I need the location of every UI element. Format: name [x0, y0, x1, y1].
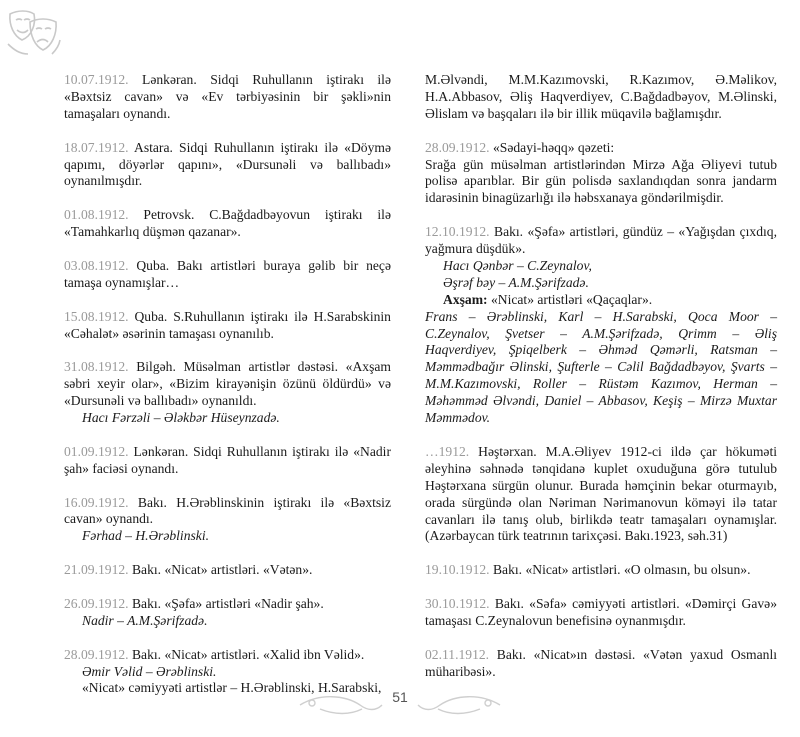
entry-text: Bakı. «Səfa» cəmiyyəti artistləri. «Dəmirçi Gavə» tamaşası C.Zeynalovun benefisinə oynanmışdır.: [425, 596, 777, 628]
cast-line: Hacı Qənbər – C.Zeynalov,: [443, 257, 592, 273]
cast-line: Fərhad – H.Ərəblinski.: [82, 528, 209, 544]
entry-date: …1912.: [425, 443, 470, 459]
entry-1912-10-30: [425, 596, 777, 630]
entry-1912-11-02: [425, 647, 777, 681]
entry-text: Petrovsk. C.Bağdadbəyovun iştirakı ilə «Tamahkarlıq düşmən qazanar».: [64, 207, 391, 240]
right-column: [425, 72, 777, 697]
entry-1912-08-03: [64, 258, 391, 292]
cast-line: Əmir Vəlid – Ərəblinski.: [82, 663, 217, 679]
entry-text: Bakı. «Nicat»ın dəstəsi. «Vətən yaxud Osmanlı müharibəsi».: [425, 646, 777, 679]
entry-1912-09-16: [64, 495, 391, 546]
entry-title: «Sədayi-həqq» qəzeti:: [492, 139, 615, 155]
entry-1912-07-18: [64, 140, 391, 191]
entry-text: Bakı. H.Ərəblinskinin iştirakı ilə «Bəxtsiz cavan» oynandı.: [64, 494, 391, 527]
entry-text: Bilgəh. Müsəlman artistlər dəstəsi. «Axşam səbri xeyir olar», «Bizim kirayənişin özünü öldürdü» və «Dursunəli və ballıbadı» oynanıldı.: [64, 359, 391, 409]
entry-text: Bakı. «Nicat» artistləri. «Xalid ibn Vəlid».: [131, 646, 365, 662]
evening-cast: Frans – Ərəblinski, Karl – H.Sarabski, Qoca Moor – C.Zeynalov, Şvetser – A.M.Şərifzadə, Qrimm – Əliş Haqverdiyev, Şpiqelberk – Əhməd Qəmərli, Ratsman – Məmmədbağır Əlinski, Şufterle – Cəlil Bağdadbəyov, Şvarts – M.M.Kazımovski, Roller – Rüstəm Kazımov, Herman – Məhəmməd Əlvəndi, Daniel – Abbasov, Keşiş – Mirzə Muxtar Məmmədov.: [425, 308, 777, 426]
cast-line: Hacı Fərzəli – Ələkbər Hüseynzadə.: [82, 410, 280, 426]
entry-1912-08-01: [64, 207, 391, 241]
entry-date: 21.09.1912.: [64, 562, 129, 578]
left-column: [64, 72, 391, 714]
entry-text: Bakı. «Şəfa» artistləri «Nadir şah».: [131, 595, 324, 611]
entry-text: Bakı. «Nicat» artistləri. «Vətən».: [131, 562, 313, 578]
entry-1912-10-12: [425, 224, 777, 427]
evening-text: «Nicat» artistləri «Qaçaqlar».: [490, 291, 653, 307]
entry-1912-09-26: [64, 596, 391, 630]
entry-date: 30.10.1912.: [425, 596, 490, 612]
entry-date: 31.08.1912.: [64, 359, 129, 375]
entry-1912-07-10: [64, 72, 391, 123]
cast-line: Nadir – A.M.Şərifzadə.: [82, 612, 208, 628]
entry-date: 10.07.1912.: [64, 72, 129, 87]
entry-text: Bakı. «Nicat» artistləri. «O olmasın, bu olsun».: [492, 562, 751, 578]
entry-date: 28.09.1912.: [425, 139, 490, 155]
entry-date: 16.09.1912.: [64, 494, 129, 510]
entry-1912-08-31: [64, 359, 391, 427]
evening-label: Axşam:: [443, 291, 488, 307]
entry-text: Quba. S.Ruhullanın iştirakı ilə H.Sarabskinin «Cəhalət» əsərinin tamaşası oynanılıb.: [64, 308, 391, 341]
entry-1912-09-21: [64, 562, 391, 579]
entry-text: Həştərxan. M.A.Əliyev 1912-ci ildə çar hökuməti əleyhinə səhnədə tənqidanə kuplet oxuduğuna görə tutulub Həştərxana sürgün olunur. Burada həmçinin bekar oturmayıb, orada sürgündə olan Nəriman Nərimanovun köməyi ilə tatar cavanları ilə tanış olub, birlikdə teatr tamaşaları oynamışlar. (Azərbaycan türk teatrının tarixçəsi. Bakı.1923, səh.31): [425, 443, 778, 544]
entry-date: 26.09.1912.: [64, 595, 129, 611]
entry-text: Bakı. «Şəfa» artistləri, gündüz – «Yağışdan çıxdıq, yağmura düşdük».: [425, 224, 777, 257]
entry-1912-10-19: [425, 562, 777, 579]
entry-date: 15.08.1912.: [64, 308, 129, 324]
continued-text: M.Əlvəndi, M.M.Kazımovski, R.Kazımov, Ə.Məlikov, H.A.Abbasov, Əliş Haqverdiyev, C.Bağdadbəyov, M.Əlinski, Əlislam və başqaları ilə bir illik müqavilə bağlamışdır.: [425, 72, 777, 121]
theatre-masks-logo-icon: [4, 4, 62, 60]
entry-continuation-text: «Nicat» cəmiyyəti artistlər – H.Ərəblinski, H.Sarabski,: [82, 680, 382, 696]
entry-text: Lənkəran. Sidqi Ruhullanın iştirakı ilə «Bəxtsiz cavan» və «Ev tərbiyəsinin bir şəkli»nin tamaşaları oynandı.: [64, 72, 391, 121]
entry-date: 28.09.1912.: [64, 646, 129, 662]
entry-date: 01.08.1912.: [64, 207, 129, 223]
entry-text: Srağa gün müsəlman artistlərindən Mirzə Ağa Əliyevi tutub polisə aparıblar. Bir gün polisdə saxlandıqdan sonra jandarm idarəsinin binagüzarlığı ilə həbsxanaya göndərilmişdir.: [425, 156, 777, 206]
entry-date: 02.11.1912.: [425, 646, 490, 662]
entry-1912-09-01: [64, 444, 391, 478]
entry-date: 03.08.1912.: [64, 257, 129, 273]
entry-date: 12.10.1912.: [425, 224, 490, 240]
entry-date: 19.10.1912.: [425, 562, 490, 578]
entry-date: 18.07.1912.: [64, 139, 129, 155]
entry-text: Astara. Sidqi Ruhullanın iştirakı ilə «Döymə qapımı, döyərlər qapını», «Dursunəli və ballıbadı» oynanılmışdır.: [64, 139, 391, 189]
entry-1912-08-15: [64, 309, 391, 343]
entry-1912-astrakhan: [425, 444, 777, 545]
entry-date: 01.09.1912.: [64, 443, 129, 459]
entry-text: Quba. Bakı artistləri buraya gəlib bir neçə tamaşa oynamışlar…: [64, 257, 391, 290]
page-number: 51: [392, 689, 408, 705]
entry-1912-09-28-newspaper: [425, 140, 777, 208]
continued-text-block: [425, 72, 777, 123]
entry-text: Lənkəran. Sidqi Ruhullanın iştirakı ilə «Nadir şah» faciəsi oynandı.: [64, 443, 391, 476]
cast-line: Əşrəf bəy – A.M.Şərifzadə.: [443, 274, 589, 290]
